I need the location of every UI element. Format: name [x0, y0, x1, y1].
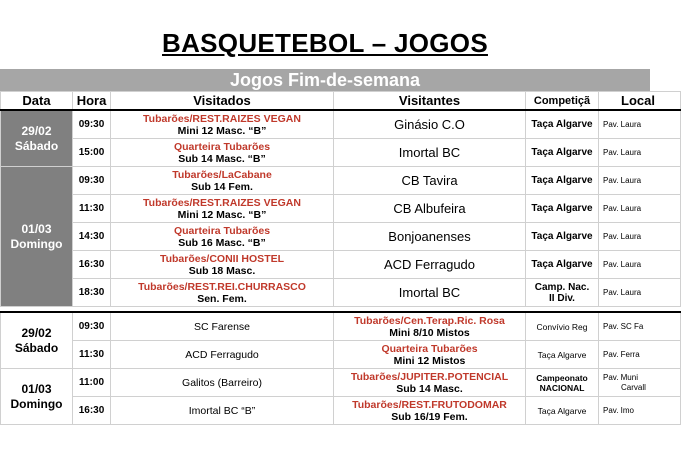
header-local: Local — [599, 92, 681, 111]
venue-cell: Pav. Imo — [599, 397, 681, 425]
home-team-cell: Imortal BC “B” — [111, 397, 334, 425]
home-team-cell: Quarteira Tubarões Sub 16 Masc. “B” — [111, 223, 334, 251]
venue-cell: Pav. Ferra — [599, 341, 681, 369]
header-row — [1, 92, 681, 111]
time-cell: 16:30 — [73, 251, 111, 279]
away-team-cell: Ginásio C.O — [334, 110, 526, 139]
time-cell: 18:30 — [73, 279, 111, 307]
time-cell: 15:00 — [73, 139, 111, 167]
header-hora: Hora — [73, 92, 111, 111]
time-cell: 16:30 — [73, 397, 111, 425]
header-competicao: Competiçã — [526, 92, 599, 111]
competition-cell: Taça Algarve — [526, 223, 599, 251]
header-visitantes: Visitantes — [334, 92, 526, 111]
home-team-cell: Tubarões/LaCabane Sub 14 Fem. — [111, 167, 334, 195]
table-row — [1, 279, 681, 307]
games-table — [0, 91, 681, 425]
time-cell: 09:30 — [73, 110, 111, 139]
time-cell: 09:30 — [73, 312, 111, 341]
time-cell: 11:30 — [73, 195, 111, 223]
venue-cell: Pav. Laura — [599, 279, 681, 307]
venue-cell: Pav. Muni Carvall — [599, 369, 681, 397]
home-team-cell: Tubarões/REST.RAIZES VEGAN Mini 12 Masc. “B” — [111, 195, 334, 223]
away-team-cell: Bonjoanenses — [334, 223, 526, 251]
away-team-cell: CB Albufeira — [334, 195, 526, 223]
table-row — [1, 139, 681, 167]
table-row — [1, 251, 681, 279]
time-cell: 09:30 — [73, 167, 111, 195]
date-cell: 29/02 Sábado — [1, 312, 73, 369]
home-team-cell: Quarteira Tubarões Sub 14 Masc. “B” — [111, 139, 334, 167]
venue-cell: Pav. SC Fa — [599, 312, 681, 341]
home-team-cell: Tubarões/REST.REI.CHURRASCO Sen. Fem. — [111, 279, 334, 307]
page-title: BASQUETEBOL – JOGOS — [162, 28, 488, 58]
competition-cell: Taça Algarve — [526, 139, 599, 167]
visiting-team-cell: Tubarões/Cen.Terap.Ric. Rosa Mini 8/10 Mistos — [334, 312, 526, 341]
away-team-cell: ACD Ferragudo — [334, 251, 526, 279]
visiting-team-cell: Quarteira Tubarões Mini 12 Mistos — [334, 341, 526, 369]
competition-cell: Taça Algarve — [526, 167, 599, 195]
competition-cell: Taça Algarve — [526, 110, 599, 139]
table-row — [1, 223, 681, 251]
table-row — [1, 312, 681, 341]
venue-cell: Pav. Laura — [599, 139, 681, 167]
competition-cell: Taça Algarve — [526, 397, 599, 425]
header-data: Data — [1, 92, 73, 111]
table-row — [1, 167, 681, 195]
table-row — [1, 195, 681, 223]
visiting-team-cell: Tubarões/JUPITER.POTENCIAL Sub 14 Masc. — [334, 369, 526, 397]
competition-cell: Convívio Reg — [526, 312, 599, 341]
competition-cell: Camp. Nac. II Div. — [526, 279, 599, 307]
venue-cell: Pav. Laura — [599, 251, 681, 279]
competition-cell: Campeonato NACIONAL — [526, 369, 599, 397]
table-row — [1, 369, 681, 397]
home-team-cell: ACD Ferragudo — [111, 341, 334, 369]
away-team-cell: Imortal BC — [334, 139, 526, 167]
time-cell: 11:30 — [73, 341, 111, 369]
date-cell: 29/02 Sábado — [1, 110, 73, 167]
home-team-cell: Tubarões/CONII HOSTEL Sub 18 Masc. — [111, 251, 334, 279]
competition-cell: Taça Algarve — [526, 251, 599, 279]
venue-cell: Pav. Laura — [599, 223, 681, 251]
table-row — [1, 110, 681, 139]
visiting-team-cell: Tubarões/REST.FRUTODOMAR Sub 16/19 Fem. — [334, 397, 526, 425]
header-visitados: Visitados — [111, 92, 334, 111]
away-team-cell: Imortal BC — [334, 279, 526, 307]
date-cell: 01/03 Domingo — [1, 167, 73, 307]
competition-cell: Taça Algarve — [526, 341, 599, 369]
section-banner: Jogos Fim-de-semana — [0, 69, 650, 91]
away-team-cell: CB Tavira — [334, 167, 526, 195]
home-team-cell: Galitos (Barreiro) — [111, 369, 334, 397]
venue-cell: Pav. Laura — [599, 167, 681, 195]
table-row — [1, 397, 681, 425]
venue-cell: Pav. Laura — [599, 195, 681, 223]
competition-cell: Taça Algarve — [526, 195, 599, 223]
venue-cell: Pav. Laura — [599, 110, 681, 139]
table-row — [1, 341, 681, 369]
home-team-cell: SC Farense — [111, 312, 334, 341]
time-cell: 11:00 — [73, 369, 111, 397]
home-team-cell: Tubarões/REST.RAIZES VEGAN Mini 12 Masc. “B” — [111, 110, 334, 139]
date-cell: 01/03 Domingo — [1, 369, 73, 425]
time-cell: 14:30 — [73, 223, 111, 251]
